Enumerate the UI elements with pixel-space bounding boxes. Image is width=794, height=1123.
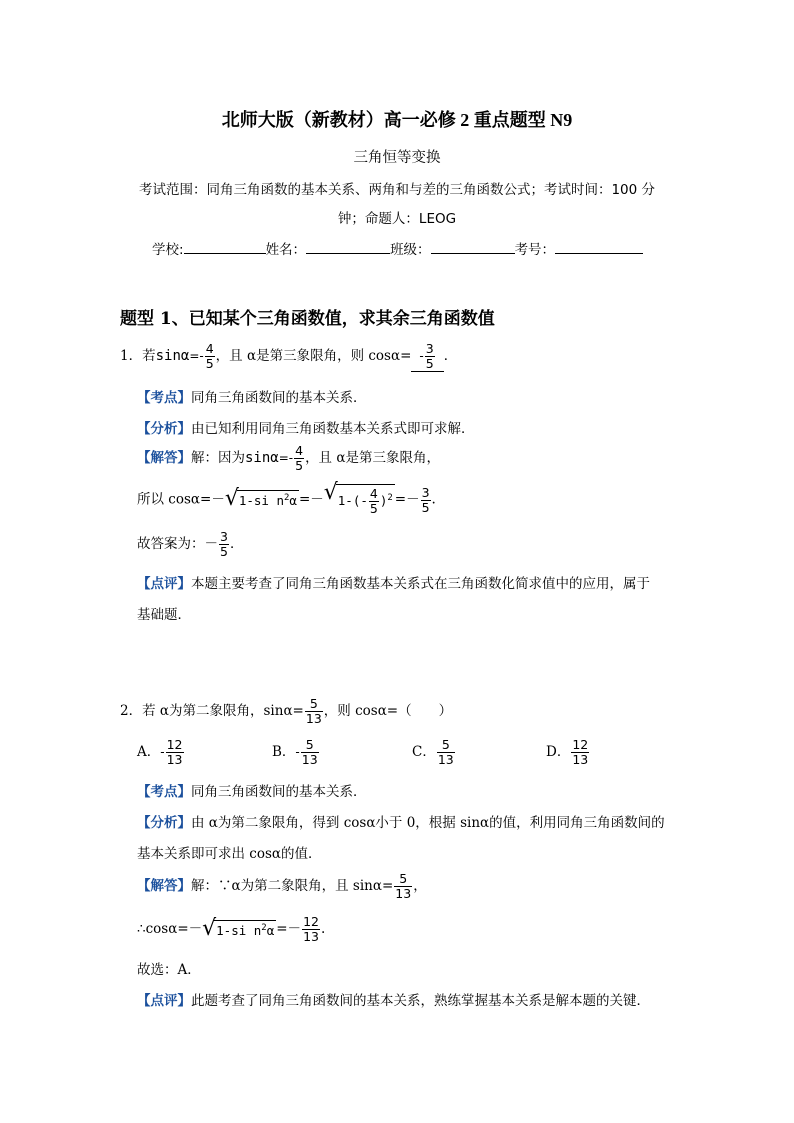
name-blank[interactable] (306, 239, 390, 254)
radicand-alpha: α (266, 923, 275, 939)
question-number: 1． (120, 348, 143, 364)
equals-minus: =－ (394, 491, 420, 508)
id-blank[interactable] (555, 239, 643, 254)
radicand: 1-si n (216, 923, 262, 939)
fraction-4-5 (294, 444, 304, 473)
option-fraction (166, 738, 184, 767)
fraction-12-13 (302, 915, 320, 944)
answer-fraction (219, 530, 229, 559)
q2-text: 若 α为第二象限角，sinα= (142, 703, 304, 719)
numerator: 5 (399, 871, 408, 886)
denominator: 13 (572, 752, 589, 767)
radical-sign: √ (224, 486, 239, 512)
school-label: 学校: (152, 242, 184, 258)
option-fraction (571, 738, 589, 767)
option-fraction (301, 738, 319, 767)
answer-blank[interactable] (411, 342, 443, 372)
option-a[interactable] (137, 738, 185, 767)
fraction-5-13 (394, 872, 412, 901)
q1-kaodian (137, 386, 367, 406)
option-sign: - (160, 745, 165, 759)
numerator: 3 (425, 341, 434, 356)
radicand: 1-(- (337, 493, 368, 508)
fraction-5-13 (305, 697, 323, 726)
class-blank[interactable] (431, 239, 515, 254)
exponent: 2 (284, 493, 290, 504)
id-label: 考号： (514, 242, 556, 258)
numerator: 3 (220, 529, 228, 544)
period: ． (443, 348, 458, 364)
doc-title: 北师大版（新教材）高一必修 2 重点题型 N9 (221, 110, 573, 130)
fenxi-text: 由 α为第二象限角，得到 cosα小于 0，根据 sinα的值，利用同角三角函数间的 (191, 815, 665, 831)
denominator: 5 (295, 458, 304, 473)
q1-text-b: ，且 α是第三象限角，则 cosα= (215, 348, 412, 364)
q2-fenxi-cont: 基本关系即可求出 cosα的值． (137, 846, 322, 862)
dianping-text: 此题考查了同角三角函数间的基本关系，熟练掌握基本关系是解本题的关键． (191, 993, 650, 1009)
option-fraction (437, 738, 455, 767)
dianping-tag: 【点评】 (137, 576, 191, 592)
numerator: 4 (369, 486, 378, 501)
class-label: 班级： (390, 242, 431, 258)
question-number: 2． (120, 703, 143, 719)
sqrt-expression (202, 915, 276, 941)
denominator: 5 (205, 356, 214, 371)
numerator: 12 (166, 737, 183, 752)
jieda-tag: 【解答】 (137, 878, 191, 894)
q1-answer (137, 530, 243, 559)
denominator: 5 (369, 501, 378, 516)
denominator: 13 (437, 752, 454, 767)
numerator: 4 (295, 443, 304, 458)
option-b[interactable] (272, 738, 320, 767)
option-label: A． (137, 744, 161, 760)
numerator: 3 (421, 484, 430, 500)
numerator: 4 (205, 341, 214, 356)
equals-minus: =－ (276, 921, 302, 937)
name-label: 姓名： (265, 242, 307, 258)
option-d[interactable] (546, 738, 590, 767)
period: ． (229, 536, 244, 552)
kaodian-text: 同角三角函数间的基本关系． (191, 390, 367, 406)
question-1 (120, 342, 457, 372)
answer-label: 故答案为：－ (137, 536, 218, 552)
option-label: B． (272, 744, 296, 760)
q1-fenxi (137, 417, 475, 437)
denominator: 13 (303, 929, 319, 944)
school-blank[interactable] (184, 239, 266, 254)
answer-sign: - (419, 349, 424, 363)
q2-jieda (137, 872, 427, 901)
period: . (431, 491, 436, 508)
answer-fraction (425, 342, 435, 371)
option-label: C． (412, 744, 436, 760)
option-label: D． (546, 744, 571, 760)
q2-fenxi (137, 811, 665, 831)
jieda-text: 解：因为 (191, 450, 245, 466)
equals-minus: =－ (298, 491, 324, 508)
equals-minus: =- (278, 451, 294, 465)
fraction-4-5 (369, 487, 379, 516)
q2-dianping (137, 989, 650, 1009)
denominator: 13 (395, 886, 412, 901)
q1-jieda (137, 444, 440, 473)
q2-kaodian (137, 780, 367, 800)
exponent: 2 (261, 922, 267, 933)
fenxi-text: 由已知利用同角三角函数基本关系式即可求解． (191, 421, 475, 437)
q2-derivation (137, 915, 325, 944)
kaodian-text: 同角三角函数间的基本关系． (191, 784, 367, 800)
dianping-tag: 【点评】 (137, 993, 191, 1009)
sin-alpha: sinα (245, 450, 279, 466)
jieda-tag: 【解答】 (137, 450, 191, 466)
section-heading-1: 题型 1、已知某个三角函数值，求其余三角函数值 (120, 309, 495, 329)
fraction-3-5 (421, 486, 431, 515)
jieda-text-b: ，且 α是第三象限角， (305, 450, 440, 466)
exponent: 2 (387, 492, 393, 503)
q1-text: 若 (142, 348, 156, 364)
equals-minus: =- (189, 349, 204, 363)
suoyi-text: 所以 cosα=－ (137, 491, 225, 508)
q1-dianping-cont: 基础题． (137, 607, 191, 623)
kaodian-tag: 【考点】 (137, 784, 191, 800)
q2-choice: 故选：A． (137, 962, 201, 978)
numerator: 12 (303, 914, 319, 929)
numerator: 5 (309, 696, 318, 711)
sqrt-expression-2 (323, 480, 395, 516)
sqrt-expression-1 (224, 486, 299, 512)
kaodian-tag: 【考点】 (137, 390, 191, 406)
denominator: 5 (425, 356, 434, 371)
sin-alpha: sinα (155, 348, 190, 364)
fenxi-tag: 【分析】 (137, 421, 191, 437)
radical-sign: √ (323, 480, 338, 505)
option-sign: - (295, 745, 300, 759)
radicand-alpha: α (289, 493, 297, 509)
dianping-text: 本题主要考查了同角三角函数基本关系式在三角函数化简求值中的应用，属于 (191, 576, 650, 592)
question-2 (120, 697, 452, 726)
comma: ， (413, 878, 427, 894)
numerator: 5 (441, 737, 450, 752)
denominator: 13 (166, 752, 183, 767)
denominator: 5 (220, 544, 228, 559)
exam-scope-line1: 考试范围：同角三角函数的基本关系、两角和与差的三角函数公式；考试时间：100 分 (138, 182, 656, 198)
fraction-4-5 (205, 342, 215, 371)
jieda-text: 解：∵α为第二象限角，且 sinα= (191, 878, 394, 894)
exam-scope-line2: 钟；命题人：LEOG (337, 211, 457, 227)
denominator: 5 (421, 499, 430, 515)
fenxi-tag: 【分析】 (137, 815, 191, 831)
close-paren: ) (379, 493, 388, 508)
q2-text-b: ，则 cosα=（ ） (323, 703, 453, 719)
student-info-row (152, 238, 643, 258)
q1-dianping (137, 572, 650, 592)
numerator: 5 (305, 737, 314, 752)
therefore-text: ∴cosα=－ (137, 921, 203, 937)
radical-sign: √ (202, 915, 217, 941)
numerator: 12 (572, 737, 589, 752)
radicand: 1-si n (238, 493, 284, 509)
denominator: 13 (305, 711, 322, 726)
denominator: 13 (301, 752, 318, 767)
doc-subtitle: 三角恒等变换 (353, 150, 441, 166)
option-c[interactable] (412, 738, 456, 767)
period: . (320, 921, 326, 937)
q1-derivation (137, 480, 436, 516)
